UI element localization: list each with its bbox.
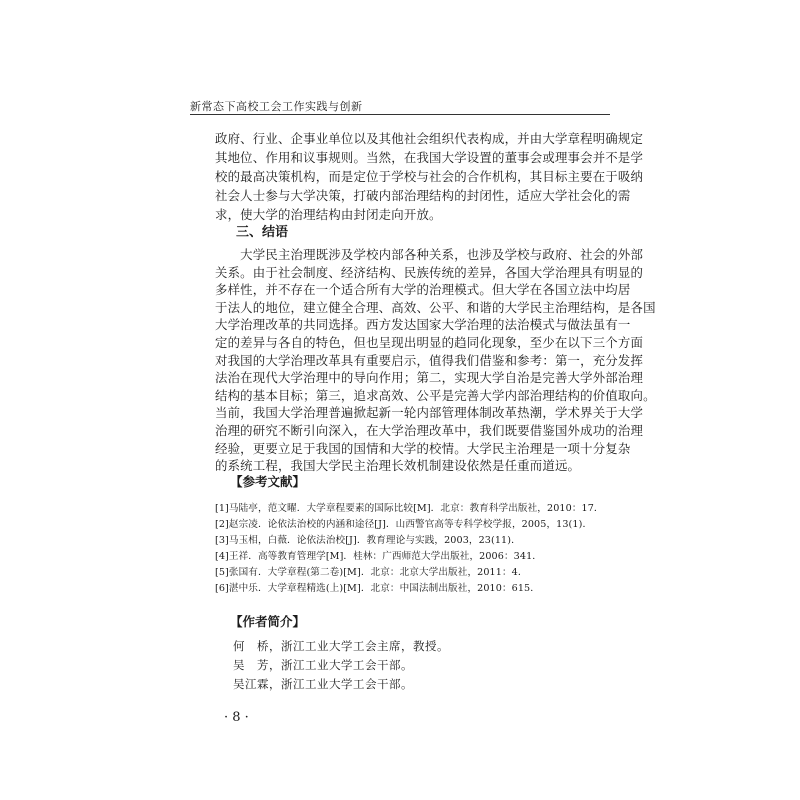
body-line: 政府、行业、企事业单位以及其他社会组织代表构成，并由大学章程明确规定: [215, 131, 644, 146]
author-item: 何 桥，浙江工业大学工会主席，教授。: [233, 639, 449, 653]
body-line: 求，使大学的治理结构由封闭走向开放。: [215, 207, 442, 222]
body-line: 法治在现代大学治理中的导向作用；第二，实现大学自治是完善大学外部治理: [215, 370, 644, 386]
body-line: 经验，更要立足于我国的国情和大学的校情。大学民主治理是一项十分复杂: [215, 440, 631, 456]
running-header: 新常态下高校工会工作实践与创新: [190, 100, 363, 113]
reference-item: [4]王祥．高等教育管理学[M]．桂林：广西师范大学出版社，2006：341．: [215, 551, 542, 562]
body-line: 治理的研究不断引向深入，在大学治理改革中，我们既要借鉴国外成功的治理: [215, 423, 644, 438]
body-line: 当前，我国大学治理普遍掀起新一轮内部管理体制改革热潮，学术界关于大学: [215, 405, 644, 421]
body-line: 大学民主治理既涉及学校内部各种关系，也涉及学校与政府、社会的外部: [215, 247, 644, 262]
reference-item: [1]马陆亭，范文曜．大学章程要素的国际比较[M]．北京：教育科学出版社，2010：17．: [215, 503, 604, 514]
section-title: 三、结语: [236, 225, 289, 240]
reference-item: [3]马玉相，白薇．论依法治校[J]．教育理论与实践，2003，23(11)．: [215, 535, 521, 546]
body-line: 定的差异与各自的特色，但也呈现出明显的趋同化现象，至少在以下三个方面: [215, 335, 644, 350]
body-line: 关系。由于社会制度、经济结构、民族传统的差异，各国大学治理具有明显的: [215, 264, 644, 280]
body-line: 社会人士参与大学决策，打破内部治理结构的封闭性，适应大学社会化的需: [215, 188, 631, 203]
body-line: 结构的基本目标；第三，追求高效、公平是完善大学内部治理结构的价值取向。: [215, 387, 656, 403]
body-line: 于法人的地位，建立健全合理、高效、公平、和谐的大学民主治理结构，是各国: [215, 299, 656, 315]
author-heading: 【作者简介】: [230, 614, 306, 629]
body-line: 对我国的大学治理改革具有重要启示，值得我们借鉴和参考：第一，充分发挥: [215, 352, 644, 368]
header-rule: [190, 114, 610, 115]
body-line: 其地位、作用和议事规则。当然，在我国大学设置的董事会或理事会并不是学: [215, 150, 644, 165]
body-line: 的系统工程，我国大学民主治理长效机制建设依然是任重而道远。: [215, 458, 581, 474]
reference-item: [6]湛中乐．大学章程精选(上)[M]．北京：中国法制出版社，2010：615．: [215, 583, 540, 594]
body-line: 大学治理改革的共同选择。西方发达国家大学治理的法治模式与做法虽有一: [215, 317, 631, 333]
references-heading: 【参考文献】: [230, 474, 306, 489]
author-item: 吴 芳，浙江工业大学工会干部。: [233, 658, 413, 672]
reference-item: [5]张国有．大学章程(第二卷)[M]．北京：北京大学出版社，2011：4．: [215, 567, 528, 578]
body-line: 校的最高决策机构，而是定位于学校与社会的合作机构，其目标主要在于吸纳: [215, 169, 644, 184]
body-line: 多样性，并不存在一个适合所有大学的治理模式。但大学在各国立法中均居: [215, 282, 631, 298]
page-number: · 8 ·: [224, 710, 249, 725]
reference-item: [2]赵宗凌．论依法治校的内涵和途径[J]．山西警官高等专科学校学报，2005，13(1)．: [215, 519, 593, 530]
author-item: 吴江霖，浙江工业大学工会干部。: [233, 677, 413, 691]
